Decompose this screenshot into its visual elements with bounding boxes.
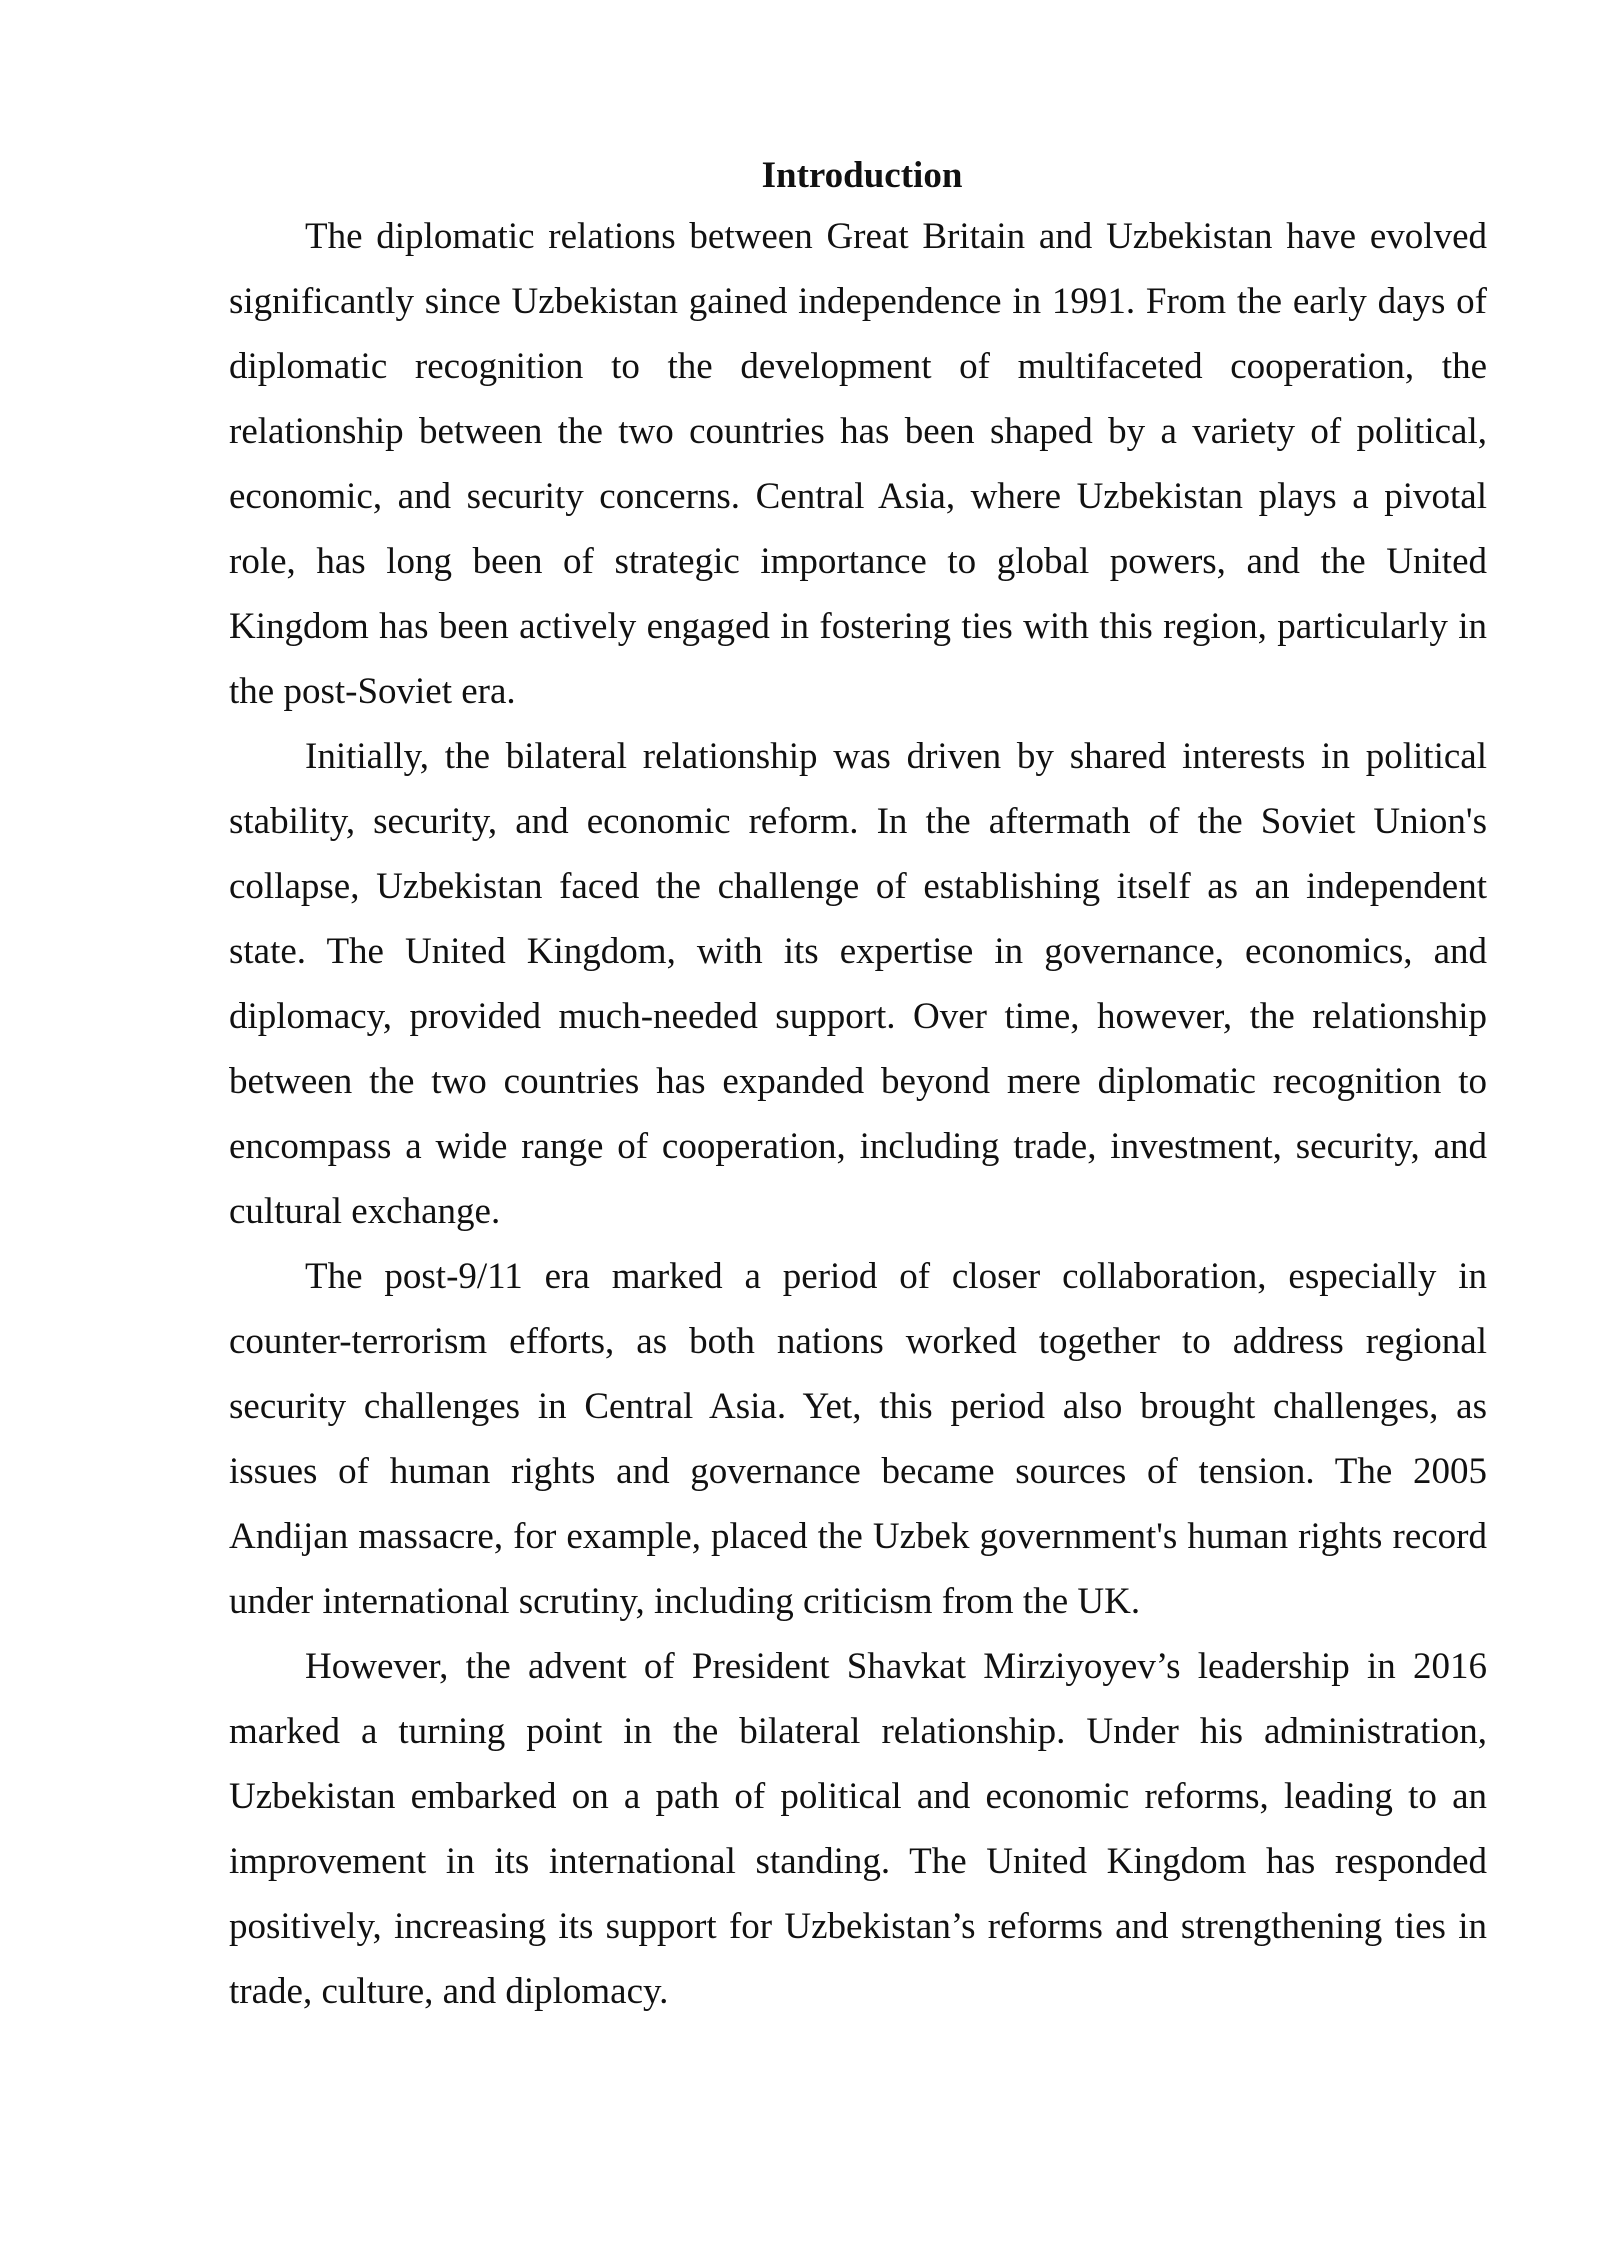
paragraph-4: However, the advent of President Shavkat Mirziyoyev’s leadership in 2016 marked a turning point in the bilateral relationship. Under his administration, Uzbekistan embarked on a path of political and economic reforms, leading to an improvement in its international standing. The United Kingdom has responded positively, increasing its support for Uzbekistan’s reforms and strengthening ties in trade, culture, and diplomacy. (229, 1646, 1487, 2012)
paragraph-1: The diplomatic relations between Great Britain and Uzbekistan have evolved significantly since Uzbekistan gained independence in 1991. From the early days of diplomatic recognition to the development of multifaceted cooperation, the relationship between the two countries has been shaped by a variety of political, economic, and security concerns. Central Asia, where Uzbekistan plays a pivotal role, has long been of strategic importance to global powers, and the United Kingdom has been actively engaged in fostering ties with this region, particularly in the post-Soviet era. (229, 216, 1487, 712)
paragraph-3: The post-9/11 era marked a period of closer collaboration, especially in counter-terrorism efforts, as both nations worked together to address regional security challenges in Central Asia. Yet, this period also brought challenges, as issues of human rights and governance became sources of tension. The 2005 Andijan massacre, for example, placed the Uzbek government's human rights record under international scrutiny, including criticism from the UK. (229, 1256, 1487, 1622)
paragraph-2: Initially, the bilateral relationship was driven by shared interests in political stability, security, and economic reform. In the aftermath of the Soviet Union's collapse, Uzbekistan faced the challenge of establishing itself as an independent state. The United Kingdom, with its expertise in governance, economics, and diplomacy, provided much-needed support. Over time, however, the relationship between the two countries has expanded beyond mere diplomatic recognition to encompass a wide range of cooperation, including trade, investment, security, and cultural exchange. (229, 736, 1487, 1232)
document-body (229, 148, 1487, 2024)
section-heading: Introduction (761, 155, 963, 196)
